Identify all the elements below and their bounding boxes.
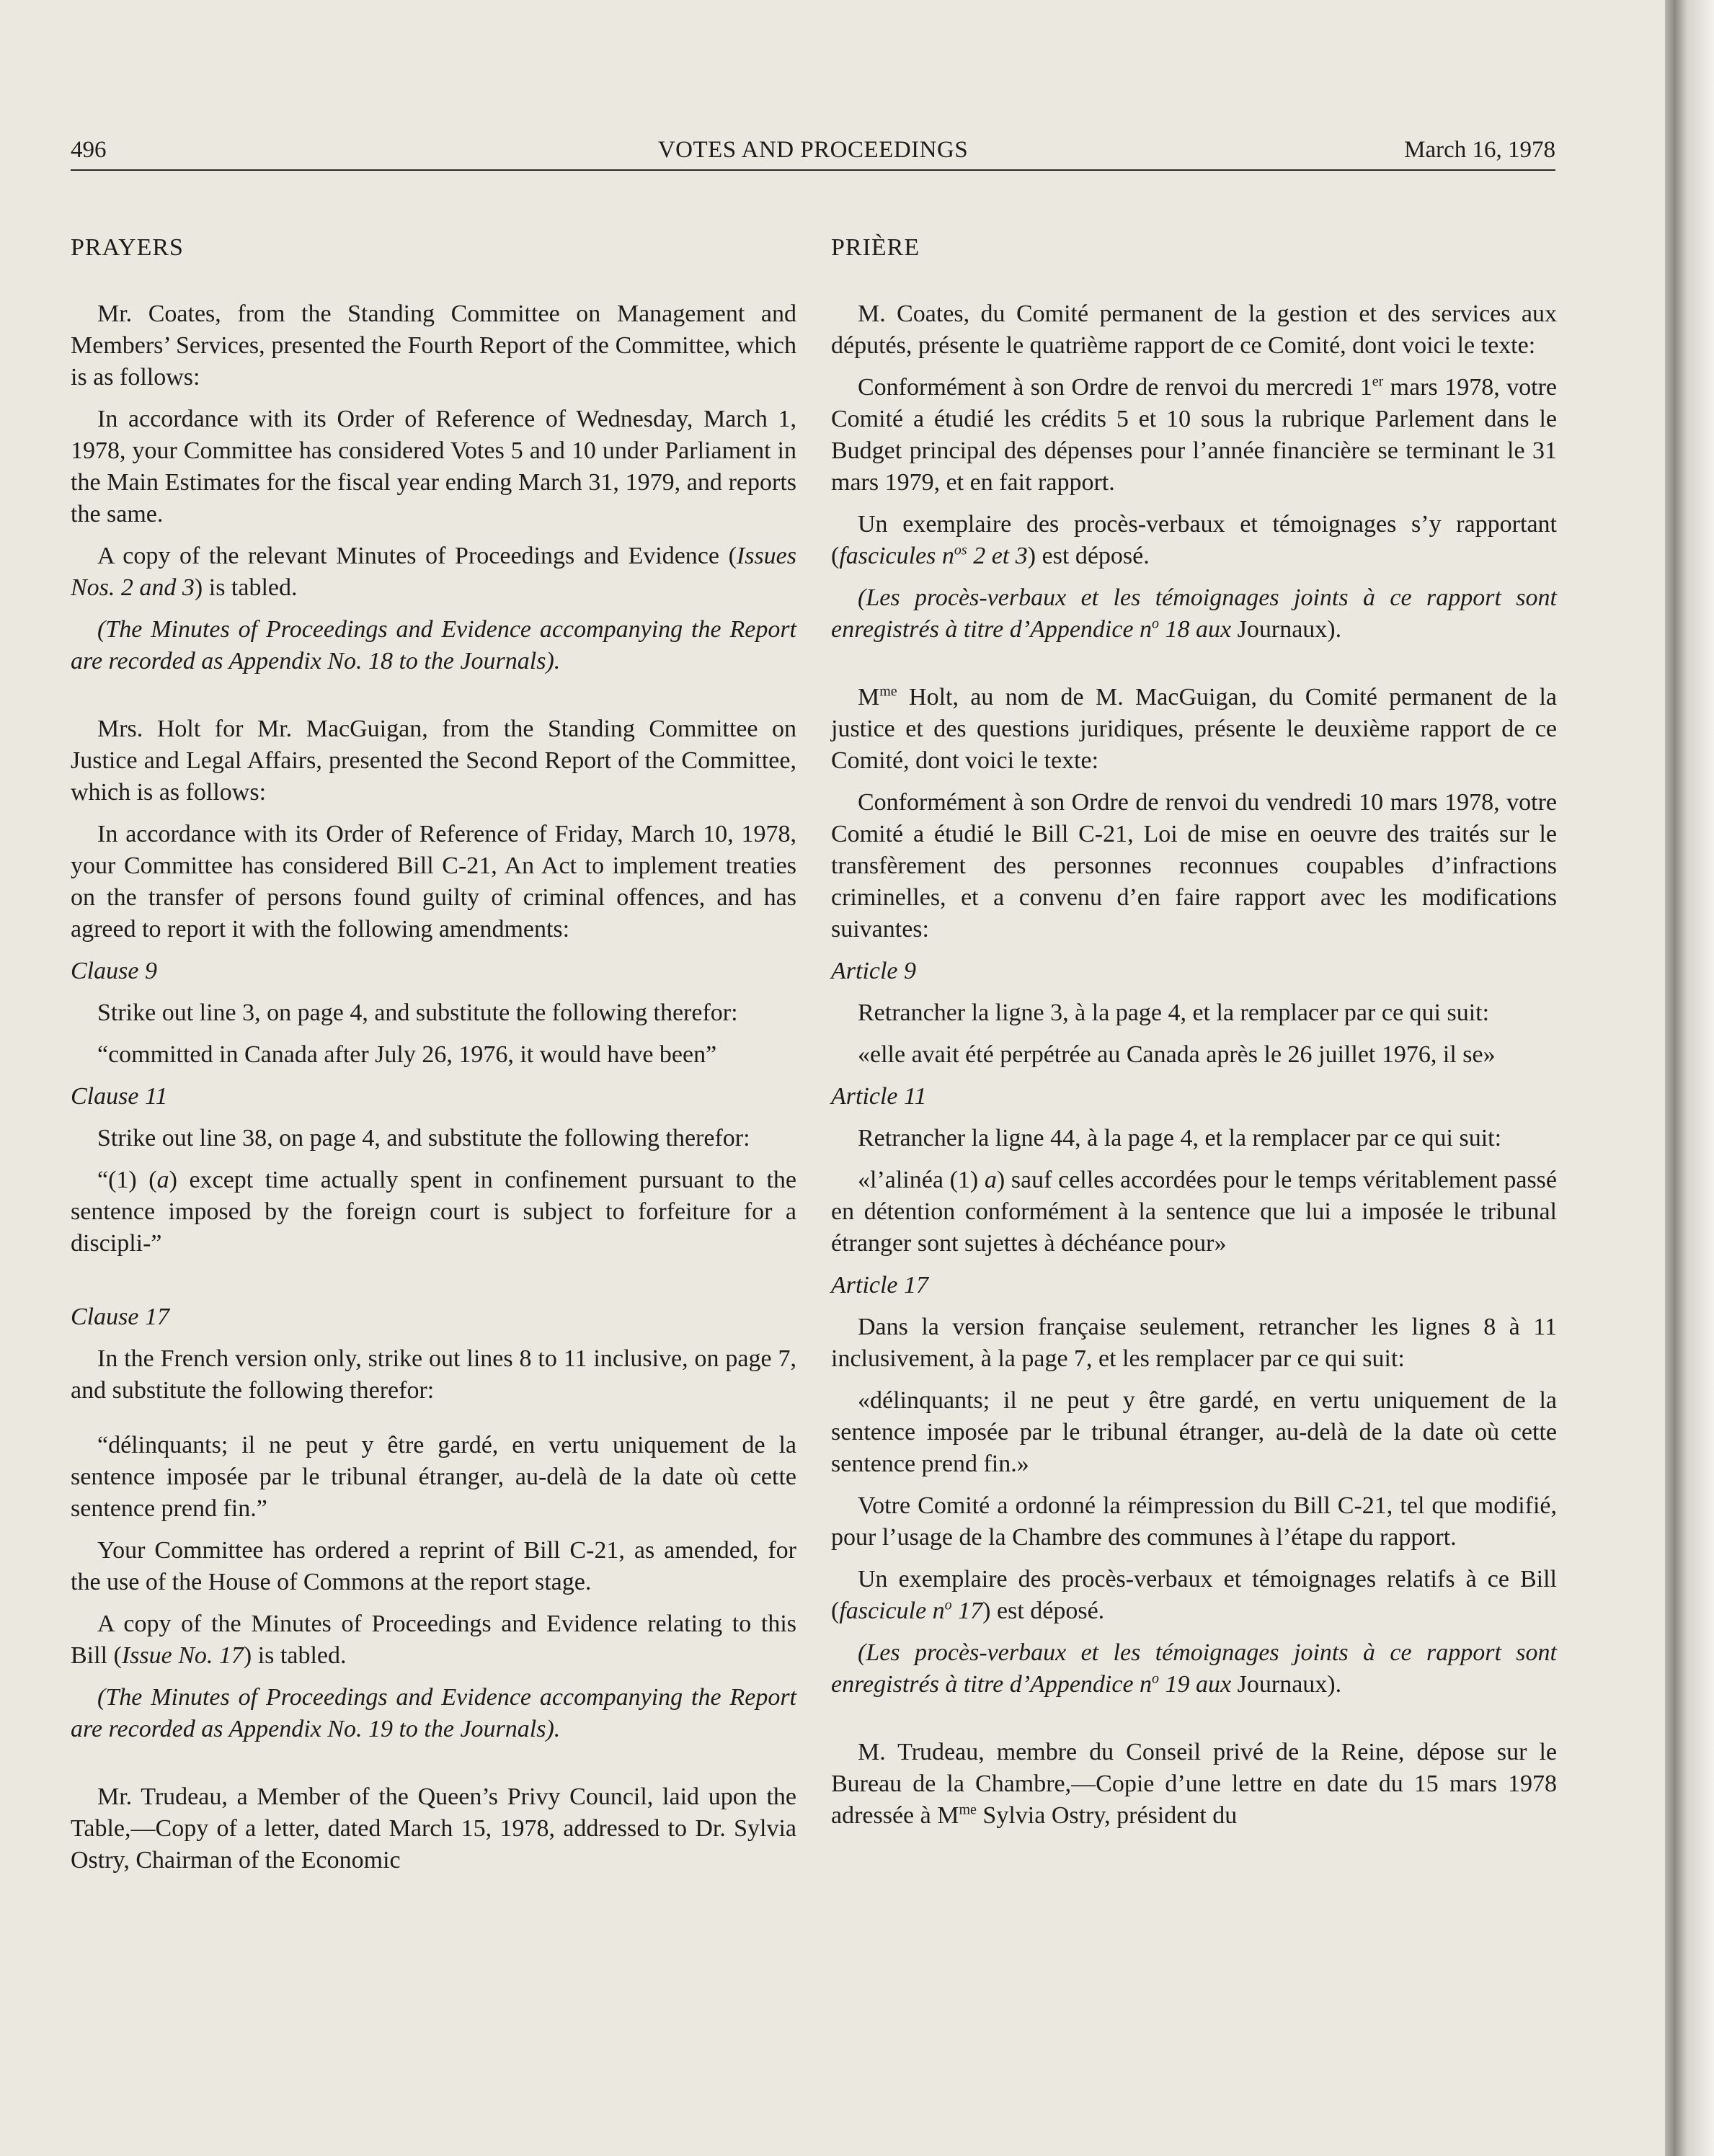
spacer [831, 1711, 1557, 1737]
paragraph: Your Committee has ordered a reprint of Bill C-21, as amended, for the use of the House of Commons at the report stage. [71, 1537, 796, 1595]
paragraph: In the French version only, strike out lines 8 to 11 inclusive, on page 7, and substitute the following therefor: [71, 1345, 796, 1404]
spacer [71, 1270, 796, 1296]
clause-heading: Article 17 [831, 1272, 929, 1298]
paragraph: M. Trudeau, membre du Conseil privé de la Reine, dépose sur le Bureau de la Chambre,—Copie d’une lettre en date du 15 mars 1978 adressée à $M^{me}$ Sylvia Ostry, président du [831, 1739, 1557, 1829]
spacer [71, 687, 796, 713]
clause-heading: Clause 17 [71, 1304, 169, 1330]
appendix-note: (The Minutes of Proceedings and Evidence accompanying the Report are recorded as Appendix No. 18 to the Journals). [71, 616, 796, 674]
amendment-quote: «l’alinéa (1) a) sauf celles accordées pour le temps véritablement passé en détention conformément à la sentence que lui a imposée le tribunal étranger sont sujettes à déchéance pour» [831, 1167, 1557, 1257]
paragraph: Strike out line 3, on page 4, and substitute the following therefor: [97, 999, 738, 1026]
running-title: VOTES AND PROCEEDINGS [657, 137, 969, 163]
paragraph: Un exemplaire des procès-verbaux et témoignages s’y rapportant (fascicules $n^{os}$ 2 et 3) est déposé. [831, 511, 1557, 569]
section-heading: PRAYERS [71, 234, 184, 261]
clause-heading: Article 9 [831, 958, 917, 984]
paragraph: A copy of the relevant Minutes of Proceedings and Evidence (Issues Nos. 2 and 3) is tabled. [71, 543, 796, 601]
spacer [71, 1417, 796, 1430]
appendix-note: (Les procès-verbaux et les témoignages joints à ce rapport sont enregistrés à titre d’Appendice $n^o$ 18 aux Journaux). [831, 584, 1557, 643]
clause-heading: Article 11 [831, 1083, 927, 1110]
amendment-quote: “délinquants; il ne peut y être gardé, en vertu uniquement de la sentence imposée par le tribunal étranger, au-delà de la date où cette sentence prend fin.” [71, 1432, 796, 1522]
spacer [831, 656, 1557, 682]
appendix-note: (The Minutes of Proceedings and Evidence accompanying the Report are recorded as Appendix No. 19 to the Journals). [71, 1684, 796, 1742]
paragraph: A copy of the Minutes of Proceedings and Evidence relating to this Bill (Issue No. 17) is tabled. [71, 1611, 796, 1669]
amendment-quote: “(1) (a) except time actually spent in confinement pursuant to the sentence imposed by the foreign court is subject to forfeiture for a discipli-” [71, 1167, 796, 1257]
french-column [831, 232, 1557, 1842]
paragraph: Retrancher la ligne 3, à la page 4, et la remplacer par ce qui suit: [858, 999, 1490, 1026]
paragraph: Conformément à son Ordre de renvoi du vendredi 10 mars 1978, votre Comité a étudié le Bill C-21, Loi de mise en oeuvre des traités sur le transfèrement des personnes reconnues coupables d’infractions criminelles, et a convenu d’en faire rapport avec les modifications suivantes: [831, 789, 1557, 943]
amendment-quote: “committed in Canada after July 26, 1976, it would have been” [97, 1041, 717, 1068]
paragraph: Un exemplaire des procès-verbaux et témoignages relatifs à ce Bill (fascicule $n^o$ 17) est déposé. [831, 1566, 1557, 1624]
spacer [71, 1755, 796, 1781]
paragraph: Dans la version française seulement, retrancher les lignes 8 à 11 inclusivement, à la page 7, et les remplacer par ce qui suit: [831, 1314, 1557, 1372]
english-column [71, 232, 796, 1886]
page-header [71, 132, 1555, 171]
paragraph: In accordance with its Order of Reference of Wednesday, March 1, 1978, your Committee has considered Votes 5 and 10 under Parliament in the Main Estimates for the fiscal year ending March 31, 1979, and reports the same. [71, 406, 796, 527]
page-number: 496 [71, 137, 107, 163]
page-edge [1665, 0, 1714, 2156]
appendix-note: (Les procès-verbaux et les témoignages joints à ce rapport sont enregistrés à titre d’Appendice $n^o$ 19 aux Journaux). [831, 1639, 1557, 1698]
paragraph: $M^{me}$ Holt, au nom de M. MacGuigan, du Comité permanent de la justice et des questions juridiques, présente le deuxième rapport de ce Comité, dont voici le texte: [831, 683, 1557, 774]
paragraph: Retrancher la ligne 44, à la page 4, et la remplacer par ce qui suit: [858, 1125, 1502, 1152]
paragraph: Strike out line 38, on page 4, and substitute the following therefor: [97, 1125, 750, 1152]
paragraph: In accordance with its Order of Reference of Friday, March 10, 1978, your Committee has considered Bill C-21, An Act to implement treaties on the transfer of persons found guilty of criminal offences, and has agreed to report it with the following amendments: [71, 821, 796, 943]
paragraph: Votre Comité a ordonné la réimpression du Bill C-21, tel que modifié, pour l’usage de la Chambre des communes à l’étape du rapport. [831, 1492, 1557, 1551]
amendment-quote: «délinquants; il ne peut y être gardé, en vertu uniquement de la sentence imposée par le tribunal étranger, au-delà de la date où cette sentence prend fin.» [831, 1387, 1557, 1477]
section-heading: PRIÈRE [831, 234, 920, 261]
amendment-quote: «elle avait été perpétrée au Canada après le 26 juillet 1976, il se» [858, 1041, 1496, 1068]
paragraph: M. Coates, du Comité permanent de la gestion et des services aux députés, présente le quatrième rapport de ce Comité, dont voici le texte: [831, 300, 1557, 359]
clause-heading: Clause 9 [71, 958, 157, 984]
paragraph: Conformément à son Ordre de renvoi du mercredi 1er mars 1978, votre Comité a étudié les crédits 5 et 10 sous la rubrique Parlement dans le Budget principal des dépenses pour l’année financière se terminant le 31 mars 1979, et en fait rapport. [831, 373, 1558, 496]
clause-heading: Clause 11 [71, 1083, 168, 1110]
paragraph: Mr. Trudeau, a Member of the Queen’s Privy Council, laid upon the Table,—Copy of a letter, dated March 15, 1978, addressed to Dr. Sylvia Ostry, Chairman of the Economic [71, 1783, 796, 1874]
header-date: March 16, 1978 [1404, 137, 1555, 163]
paragraph: Mr. Coates, from the Standing Committee on Management and Members’ Services, presented the Fourth Report of the Committee, which is as follows: [71, 300, 796, 391]
paragraph: Mrs. Holt for Mr. MacGuigan, from the Standing Committee on Justice and Legal Affairs, presented the Second Report of the Committee, which is as follows: [71, 716, 796, 806]
